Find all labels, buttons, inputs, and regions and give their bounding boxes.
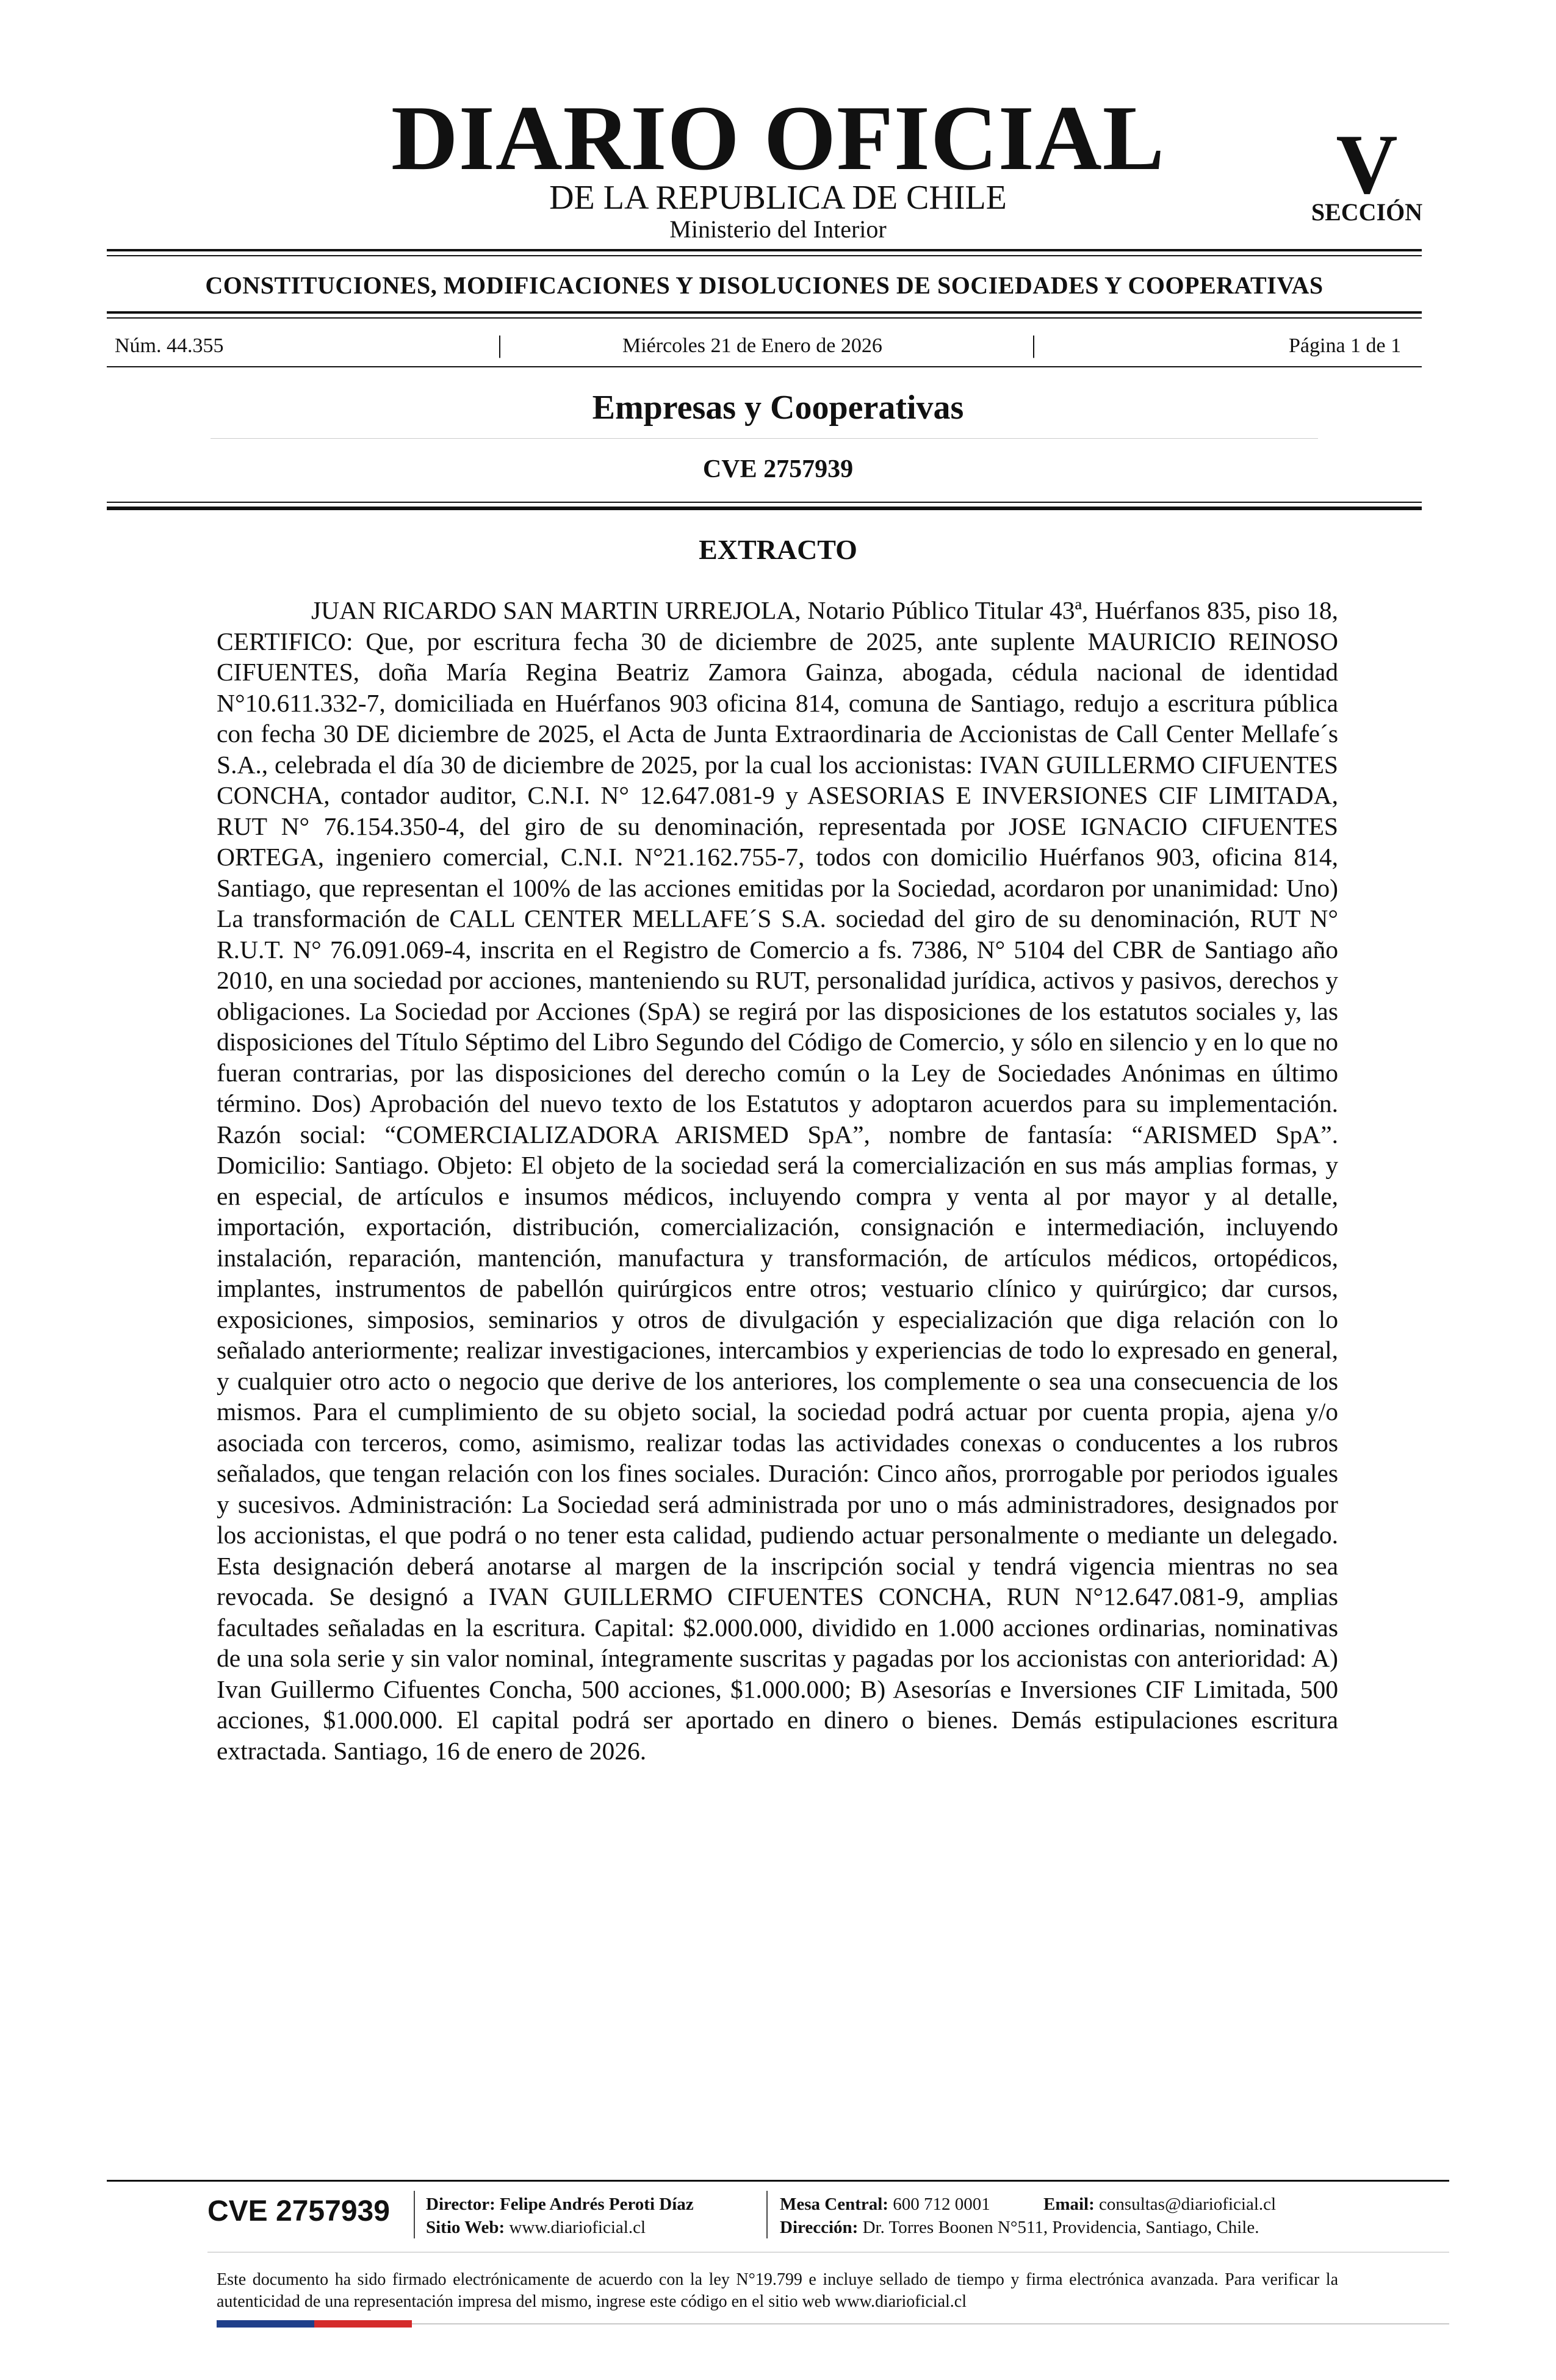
masthead-ministry: Ministerio del Interior: [669, 215, 887, 243]
website-label: Sitio Web:: [426, 2218, 505, 2237]
banner-rule-thin: [107, 317, 1422, 319]
top-rule-thick: [107, 249, 1422, 251]
phone-label: Mesa Central:: [780, 2194, 888, 2214]
masthead-subtitle: DE LA REPUBLICA DE CHILE: [549, 179, 1007, 217]
footer-cve: CVE 2757939: [207, 2195, 390, 2227]
footer-divider: [414, 2191, 415, 2238]
category-title: Empresas y Cooperativas: [592, 389, 964, 427]
issue-page: Página 1 de 1: [1289, 334, 1402, 357]
flag-stripe-blue: [217, 2320, 314, 2328]
cve-rule-thick: [107, 507, 1422, 510]
email-link[interactable]: consultas@diarioficial.cl: [1099, 2194, 1277, 2214]
footer-address: [780, 2219, 1259, 2237]
footer-divider: [766, 2191, 768, 2238]
footer-website[interactable]: [426, 2219, 646, 2237]
director-label: Director:: [426, 2194, 495, 2214]
address-label: Dirección:: [780, 2218, 859, 2237]
section-label: SECCIÓN: [1311, 198, 1423, 226]
document-title: EXTRACTO: [699, 534, 857, 565]
footer-email[interactable]: [1043, 2196, 1276, 2213]
footer-legal-note: Este documento ha sido firmado electrónicamente de acuerdo con la ley N°19.799 e incluye sellado de tiempo y firma electrónica avanzada. Para verificar la autenticidad de una representación impresa del mismo, ingrese este código en el sitio web www.diarioficial.cl: [217, 2270, 1338, 2311]
category-divider: [211, 438, 1318, 439]
phone-value: 600 712 0001: [893, 2194, 990, 2214]
address-value: Dr. Torres Boonen N°511, Providencia, Santiago, Chile.: [862, 2218, 1259, 2237]
footer-rule: [107, 2180, 1449, 2182]
issue-date: Miércoles 21 de Enero de 2026: [622, 334, 882, 357]
cve-code: CVE 2757939: [702, 455, 854, 483]
info-rule: [107, 366, 1422, 367]
issue-separator: |: [1031, 331, 1037, 358]
top-rule-thin: [107, 255, 1422, 256]
website-link[interactable]: www.diarioficial.cl: [509, 2218, 646, 2237]
masthead-title: DIARIO OFICIAL: [391, 87, 1165, 189]
director-value: Felipe Andrés Peroti Díaz: [500, 2194, 694, 2214]
footer-phone: [780, 2196, 990, 2213]
issue-number: Núm. 44.355: [115, 334, 224, 357]
section-numeral: V: [1336, 117, 1398, 212]
flag-stripe-red: [314, 2320, 412, 2328]
section-banner: CONSTITUCIONES, MODIFICACIONES Y DISOLUCIONES DE SOCIEDADES Y COOPERATIVAS: [205, 272, 1324, 299]
footer-director: [426, 2196, 694, 2213]
issue-separator: |: [497, 331, 503, 358]
document-body: JUAN RICARDO SAN MARTIN URREJOLA, Notario Público Titular 43ª, Huérfanos 835, piso 18, CERTIFICO: Que, por escritura fecha 30 de diciembre de 2025, ante suplente MAURICIO REINOSO CIFUENTES, doña María Regina Beatriz Zamora Gainza, abogada, cédula nacional de identidad N°10.611.332-7, domiciliada en Huérfanos 903 oficina 814, comuna de Santiago, redujo a escritura pública con fecha 30 DE diciembre de 2025, el Acta de Junta Extraordinaria de Accionistas de Call Center Mellafe´s S.A., celebrada el día 30 de diciembre de 2025, por la cual los accionistas: IVAN GUILLERMO CIFUENTES CONCHA, contador auditor, C.N.I. N° 12.647.081-9 y ASESORIAS E INVERSIONES CIF LIMITADA, RUT N° 76.154.350-4, del giro de su denominación, representada por JOSE IGNACIO CIFUENTES ORTEGA, ingeniero comercial, C.N.I. N°21.162.755-7, todos con domicilio Huérfanos 903, oficina 814, Santiago, que representan el 100% de las acciones emitidas por la Sociedad, acordaron por unanimidad: Uno) La transformación de CALL CENTER MELLAFE´S S.A. sociedad del giro de su denominación, RUT N° R.U.T. N° 76.091.069-4, inscrita en el Registro de Comercio a fs. 7386, N° 5104 del CBR de Santiago año 2010, en una sociedad por acciones, manteniendo su RUT, personalidad jurídica, activos y pasivos, derechos y obligaciones. La Sociedad por Acciones (SpA) se regirá por las disposiciones de los estatutos sociales y, las disposiciones del Título Séptimo del Libro Segundo del Código de Comercio, y sólo en silencio y en lo que no fueran contrarias, por las disposiciones del derecho común o la Ley de Sociedades Anónimas en último término. Dos) Aprobación del nuevo texto de los Estatutos y adoptaron acuerdos para su implementación. Razón social: “COMERCIALIZADORA ARISMED SpA”, nombre de fantasía: “ARISMED SpA”. Domicilio: Santiago. Objeto: El objeto de la sociedad será la comercialización en sus más amplias formas, y en especial, de artículos e insumos médicos, incluyendo compra y venta al por mayor y al detalle, importación, exportación, distribución, comercialización, consignación e intermediación, incluyendo instalación, reparación, mantención, manufactura y transformación, de artículos médicos, ortopédicos, implantes, instrumentos de pabellón quirúrgicos entre otros; vestuario clínico y quirúrgico; dar cursos, exposiciones, simposios, seminarios y otros de divulgación y especialización que diga relación con lo señalado anteriormente; realizar investigaciones, intercambios y experiencias de todo lo expresado en general, y cualquier otro acto o negocio que derive de los anteriores, los complemente o sea una consecuencia de los mismos. Para el cumplimiento de su objeto social, la sociedad podrá actuar por cuenta propia, ajena y/o asociada con terceros, como, asimismo, realizar todas las actividades conexas o conducentes a los rubros señalados, que tengan relación con los fines sociales. Duración: Cinco años, prorrogable por periodos iguales y sucesivos. Administración: La Sociedad será administrada por uno o más administradores, designados por los accionistas, el que podrá o no tener esta calidad, pudiendo actuar personalmente o mediante un delegado. Esta designación deberá anotarse al margen de la inscripción social y tendrá vigencia mientras no sea revocada. Se designó a IVAN GUILLERMO CIFUENTES CONCHA, RUN N°12.647.081-9, amplias facultades señaladas en la escritura. Capital: $2.000.000, dividido en 1.000 acciones ordinarias, nominativas de una sola serie y sin valor nominal, íntegramente suscritas y pagadas por los accionistas con anterioridad: A) Ivan Guillermo Cifuentes Concha, 500 acciones, $1.000.000; B) Asesorías e Inversiones CIF Limitada, 500 acciones, $1.000.000. El capital podrá ser aportado en dinero o bienes. Demás estipulaciones escritura extractada. Santiago, 16 de enero de 2026.: [217, 596, 1338, 1765]
cve-rule-thin: [107, 502, 1422, 503]
banner-rule-thick: [107, 311, 1422, 314]
email-label: Email:: [1043, 2194, 1095, 2214]
